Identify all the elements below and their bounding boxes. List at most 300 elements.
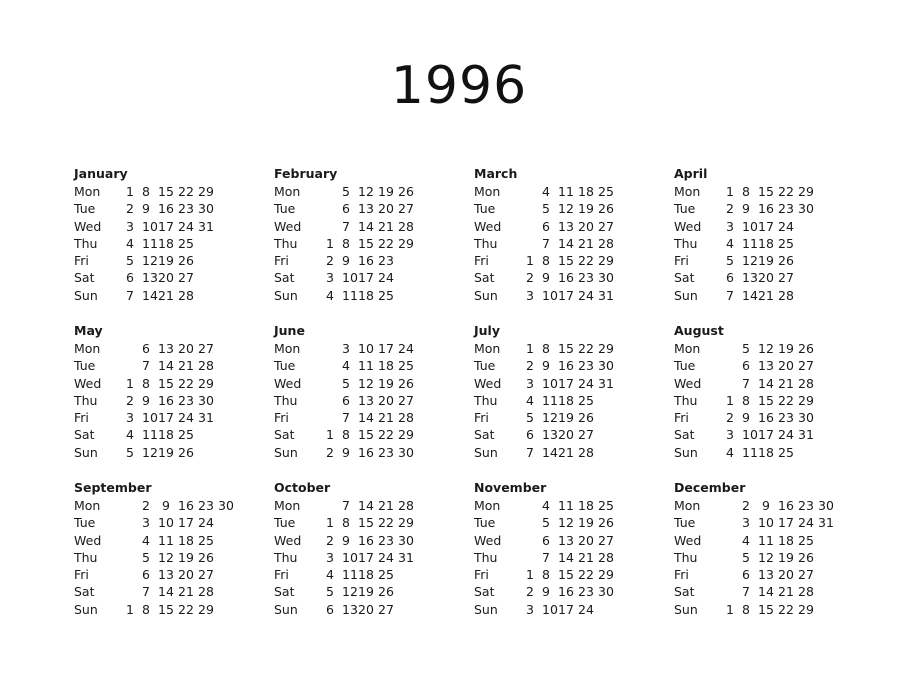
day-number: 9 [742, 201, 750, 217]
day-number: 9 [542, 358, 550, 374]
day-number [416, 357, 436, 374]
day-number: 16 [158, 201, 174, 217]
day-number: 25 [398, 358, 414, 374]
day-number: 8 [142, 184, 150, 199]
day-number [508, 218, 540, 235]
day-number: 1 [126, 601, 134, 617]
day-number [216, 532, 236, 549]
day-number: 6 [742, 567, 750, 583]
day-number: 31 [598, 287, 614, 303]
day-number [216, 269, 236, 286]
day-number: 17 [378, 341, 394, 356]
day-number: 3 [526, 601, 534, 617]
day-number: 8 [742, 601, 750, 617]
day-number: 1 [326, 515, 334, 531]
weekday-row [674, 235, 874, 252]
day-number: 27 [578, 427, 594, 443]
day-number [708, 340, 740, 357]
weekday-label: Sun [674, 601, 698, 617]
month-name: August [674, 323, 724, 338]
day-number: 7 [126, 287, 134, 303]
day-number: 13 [742, 270, 758, 286]
day-number: 7 [142, 358, 150, 374]
weekday-label: Tue [474, 358, 496, 374]
day-number: 9 [742, 410, 750, 426]
day-number: 11 [342, 287, 358, 303]
day-number: 17 [778, 515, 794, 531]
day-number: 19 [158, 253, 174, 269]
day-number: 1 [126, 184, 134, 199]
day-number [816, 583, 836, 600]
day-number: 13 [158, 341, 174, 356]
day-number [196, 426, 216, 443]
day-number [796, 235, 816, 252]
day-number: 1 [526, 253, 534, 269]
day-number: 25 [198, 532, 214, 548]
weekday-label: Thu [674, 235, 698, 251]
day-number [616, 357, 636, 374]
day-number [816, 549, 836, 566]
day-number: 14 [542, 444, 558, 460]
day-number: 27 [378, 601, 394, 617]
day-number: 10 [542, 601, 558, 617]
day-number: 1 [726, 184, 734, 199]
day-number: 25 [378, 567, 394, 583]
day-number: 5 [526, 410, 534, 426]
month-name: July [474, 323, 500, 338]
weekday-row [274, 235, 474, 252]
day-number [216, 235, 236, 252]
day-number: 17 [758, 218, 774, 234]
day-number: 16 [178, 498, 194, 513]
weekday-label: Sat [274, 427, 295, 443]
weekday-row [74, 252, 274, 269]
weekday-label: Tue [474, 515, 496, 531]
weekday-label: Wed [474, 218, 502, 234]
day-number: 12 [358, 375, 374, 391]
day-number [816, 269, 836, 286]
day-number: 7 [342, 410, 350, 426]
day-number: 14 [142, 287, 158, 303]
day-number: 8 [542, 567, 550, 583]
day-number: 22 [578, 253, 594, 269]
day-number: 24 [198, 515, 214, 531]
day-number: 4 [342, 358, 350, 374]
weekday-row [74, 218, 274, 235]
day-number [508, 514, 540, 531]
weekday-row [474, 566, 674, 583]
day-number: 23 [778, 201, 794, 217]
day-number [396, 601, 416, 618]
day-number [816, 183, 836, 200]
day-number: 12 [158, 549, 174, 565]
day-number: 9 [342, 532, 350, 548]
month-april [674, 165, 874, 322]
day-number [108, 566, 140, 583]
day-number [416, 566, 436, 583]
weekday-row [274, 357, 474, 374]
day-number: 23 [578, 270, 594, 286]
day-number: 8 [342, 235, 350, 251]
day-number: 20 [558, 427, 574, 443]
day-number: 4 [326, 567, 334, 583]
month-name: April [674, 166, 708, 181]
day-number: 19 [778, 549, 794, 565]
day-number: 22 [178, 184, 194, 199]
day-number: 6 [142, 567, 150, 583]
year-title: 1996 [390, 56, 528, 116]
day-number [708, 583, 740, 600]
weekday-label: Sat [274, 584, 295, 600]
day-number: 12 [758, 341, 774, 356]
day-number: 23 [378, 253, 394, 269]
day-number: 13 [158, 567, 174, 583]
day-number: 16 [758, 201, 774, 217]
day-number: 26 [798, 549, 814, 565]
weekday-label: Sun [474, 444, 498, 460]
day-number: 20 [578, 532, 594, 548]
weekday-label: Fri [274, 253, 289, 269]
day-number: 25 [778, 235, 794, 251]
day-number: 13 [358, 392, 374, 408]
day-number: 23 [378, 444, 394, 460]
day-number: 30 [398, 444, 414, 460]
day-number: 31 [198, 410, 214, 426]
day-number: 24 [578, 601, 594, 617]
day-number: 15 [358, 235, 374, 251]
day-number [616, 426, 636, 443]
day-number: 30 [798, 410, 814, 426]
day-number [416, 340, 436, 357]
day-number [596, 601, 616, 618]
day-number: 27 [398, 392, 414, 408]
day-number: 20 [778, 358, 794, 374]
day-number: 15 [358, 515, 374, 531]
day-number: 9 [142, 201, 150, 217]
weekday-label: Wed [674, 218, 702, 234]
weekday-label: Tue [74, 201, 96, 217]
weekday-label: Wed [674, 375, 702, 391]
day-number [796, 287, 816, 304]
weekday-row [674, 287, 874, 304]
weekday-label: Wed [74, 218, 102, 234]
day-number: 3 [142, 515, 150, 531]
weekday-row [274, 340, 474, 357]
day-number: 27 [798, 358, 814, 374]
weekday-row [474, 409, 674, 426]
day-number [416, 392, 436, 409]
day-number: 4 [742, 532, 750, 548]
day-number [216, 340, 236, 357]
day-number: 26 [178, 444, 194, 460]
weekday-label: Thu [474, 392, 498, 408]
day-number: 26 [178, 253, 194, 269]
weekday-row [674, 497, 874, 514]
weekday-row [274, 183, 474, 200]
day-number [416, 218, 436, 235]
day-number: 28 [798, 375, 814, 391]
day-number: 22 [178, 375, 194, 391]
weekday-row [74, 566, 274, 583]
day-number: 14 [558, 549, 574, 565]
weekday-row [274, 375, 474, 392]
day-number: 24 [778, 427, 794, 443]
weekday-row [74, 409, 274, 426]
day-number [416, 497, 436, 514]
day-number [708, 549, 740, 566]
weekday-label: Fri [74, 567, 89, 583]
day-number: 29 [198, 375, 214, 391]
day-number: 5 [342, 375, 350, 391]
day-number: 25 [178, 427, 194, 443]
day-number [108, 357, 140, 374]
month-name: February [274, 166, 338, 181]
month-may [74, 322, 274, 479]
month-november [474, 479, 674, 636]
month-september [74, 479, 274, 636]
weekday-row [74, 183, 274, 200]
day-number: 9 [542, 584, 550, 600]
calendar-grid [74, 165, 874, 636]
day-number: 8 [542, 341, 550, 356]
day-number: 7 [526, 444, 534, 460]
weekday-row [474, 601, 674, 618]
day-number: 6 [542, 532, 550, 548]
weekday-row [674, 601, 874, 618]
day-number [216, 287, 236, 304]
day-number: 18 [358, 287, 374, 303]
weekday-row [674, 514, 874, 531]
day-number: 21 [778, 584, 794, 600]
weekday-row [474, 375, 674, 392]
day-number: 17 [558, 287, 574, 303]
day-number: 27 [598, 532, 614, 548]
day-number [816, 375, 836, 392]
day-number: 6 [726, 270, 734, 286]
day-number: 27 [198, 341, 214, 356]
day-number: 12 [142, 444, 158, 460]
day-number: 20 [178, 567, 194, 583]
day-number: 1 [126, 375, 134, 391]
day-number [796, 269, 816, 286]
month-march [474, 165, 674, 322]
day-number: 10 [342, 549, 358, 565]
day-number: 21 [158, 287, 174, 303]
day-number: 3 [726, 427, 734, 443]
day-number [616, 218, 636, 235]
month-name: November [474, 480, 547, 495]
day-number [596, 444, 616, 461]
day-number: 12 [542, 410, 558, 426]
day-number: 20 [178, 341, 194, 356]
day-number [216, 549, 236, 566]
day-number: 11 [558, 498, 574, 513]
day-number: 30 [598, 270, 614, 286]
day-number [416, 601, 436, 618]
day-number: 7 [726, 287, 734, 303]
weekday-row [674, 549, 874, 566]
day-number [108, 497, 140, 514]
weekday-label: Tue [474, 201, 496, 217]
day-number: 10 [158, 515, 174, 531]
day-number: 9 [162, 498, 170, 513]
day-number [196, 444, 216, 461]
day-number [416, 532, 436, 549]
weekday-row [274, 601, 474, 618]
day-number: 1 [726, 392, 734, 408]
day-number: 2 [326, 532, 334, 548]
day-number: 28 [198, 358, 214, 374]
day-number: 8 [142, 601, 150, 617]
day-number: 15 [758, 601, 774, 617]
day-number: 2 [326, 253, 334, 269]
day-number [616, 514, 636, 531]
day-number: 24 [778, 218, 794, 234]
day-number: 21 [558, 444, 574, 460]
day-number [816, 566, 836, 583]
day-number: 17 [358, 270, 374, 286]
day-number: 4 [142, 532, 150, 548]
day-number: 22 [578, 567, 594, 583]
weekday-row [474, 218, 674, 235]
weekday-label: Thu [474, 235, 498, 251]
weekday-label: Fri [274, 567, 289, 583]
day-number: 13 [542, 427, 558, 443]
weekday-label: Sun [474, 601, 498, 617]
day-number [308, 200, 340, 217]
day-number [216, 409, 236, 426]
day-number [416, 252, 436, 269]
weekday-row [74, 426, 274, 443]
day-number: 13 [358, 201, 374, 217]
weekday-label: Mon [474, 184, 501, 199]
day-number: 16 [758, 410, 774, 426]
day-number [616, 549, 636, 566]
day-number [216, 392, 236, 409]
weekday-label: Mon [274, 341, 301, 356]
weekday-row [74, 357, 274, 374]
day-number: 28 [398, 218, 414, 234]
day-number: 22 [778, 601, 794, 617]
weekday-row [674, 566, 874, 583]
month-name: June [274, 323, 305, 338]
weekday-label: Wed [274, 375, 302, 391]
day-number: 29 [598, 253, 614, 269]
day-number [108, 514, 140, 531]
day-number: 11 [742, 444, 758, 460]
day-number: 14 [742, 287, 758, 303]
weekday-label: Fri [674, 410, 689, 426]
day-number [616, 269, 636, 286]
day-number: 21 [178, 358, 194, 374]
weekday-row [74, 269, 274, 286]
day-number: 13 [558, 532, 574, 548]
day-number: 8 [542, 253, 550, 269]
day-number [416, 269, 436, 286]
weekday-row [674, 340, 874, 357]
day-number: 26 [378, 584, 394, 600]
weekday-label: Mon [474, 498, 501, 513]
weekday-row [474, 426, 674, 443]
weekday-label: Wed [674, 532, 702, 548]
day-number: 3 [326, 549, 334, 565]
month-january [74, 165, 274, 322]
month-october [274, 479, 474, 636]
day-number: 7 [742, 375, 750, 391]
day-number [616, 601, 636, 618]
day-number: 16 [358, 532, 374, 548]
weekday-row [74, 444, 274, 461]
day-number: 4 [542, 184, 550, 199]
day-number: 22 [778, 184, 794, 199]
day-number [196, 269, 216, 286]
day-number: 18 [558, 392, 574, 408]
day-number: 26 [198, 549, 214, 565]
day-number: 22 [178, 601, 194, 617]
day-number: 16 [778, 498, 794, 513]
weekday-row [274, 252, 474, 269]
day-number: 15 [558, 253, 574, 269]
day-number: 18 [358, 567, 374, 583]
day-number [216, 200, 236, 217]
day-number [816, 340, 836, 357]
day-number: 9 [342, 444, 350, 460]
day-number: 22 [378, 235, 394, 251]
weekday-row [474, 357, 674, 374]
weekday-label: Mon [274, 184, 301, 199]
day-number: 20 [758, 270, 774, 286]
weekday-label: Thu [274, 392, 298, 408]
weekday-label: Thu [274, 549, 298, 565]
day-number [416, 200, 436, 217]
day-number: 2 [526, 358, 534, 374]
weekday-row [74, 287, 274, 304]
day-number [416, 549, 436, 566]
day-number [216, 583, 236, 600]
day-number [216, 601, 236, 618]
day-number: 19 [378, 375, 394, 391]
day-number: 14 [358, 498, 374, 513]
day-number: 21 [578, 549, 594, 565]
weekday-row [474, 252, 674, 269]
day-number [816, 392, 836, 409]
weekday-row [474, 235, 674, 252]
weekday-label: Sat [674, 270, 695, 286]
day-number [616, 392, 636, 409]
day-number [416, 235, 436, 252]
day-number: 26 [798, 341, 814, 356]
weekday-row [74, 497, 274, 514]
day-number: 1 [526, 341, 534, 356]
day-number: 20 [378, 392, 394, 408]
day-number: 4 [542, 498, 550, 513]
day-number: 7 [342, 218, 350, 234]
day-number: 28 [798, 584, 814, 600]
weekday-row [674, 532, 874, 549]
weekday-label: Wed [474, 375, 502, 391]
day-number [396, 287, 416, 304]
weekday-label: Fri [74, 410, 89, 426]
day-number: 23 [178, 392, 194, 408]
day-number [816, 235, 836, 252]
weekday-label: Thu [674, 392, 698, 408]
day-number: 23 [578, 358, 594, 374]
day-number: 20 [358, 601, 374, 617]
day-number [708, 566, 740, 583]
weekday-row [674, 218, 874, 235]
day-number: 25 [578, 392, 594, 408]
day-number: 17 [558, 601, 574, 617]
